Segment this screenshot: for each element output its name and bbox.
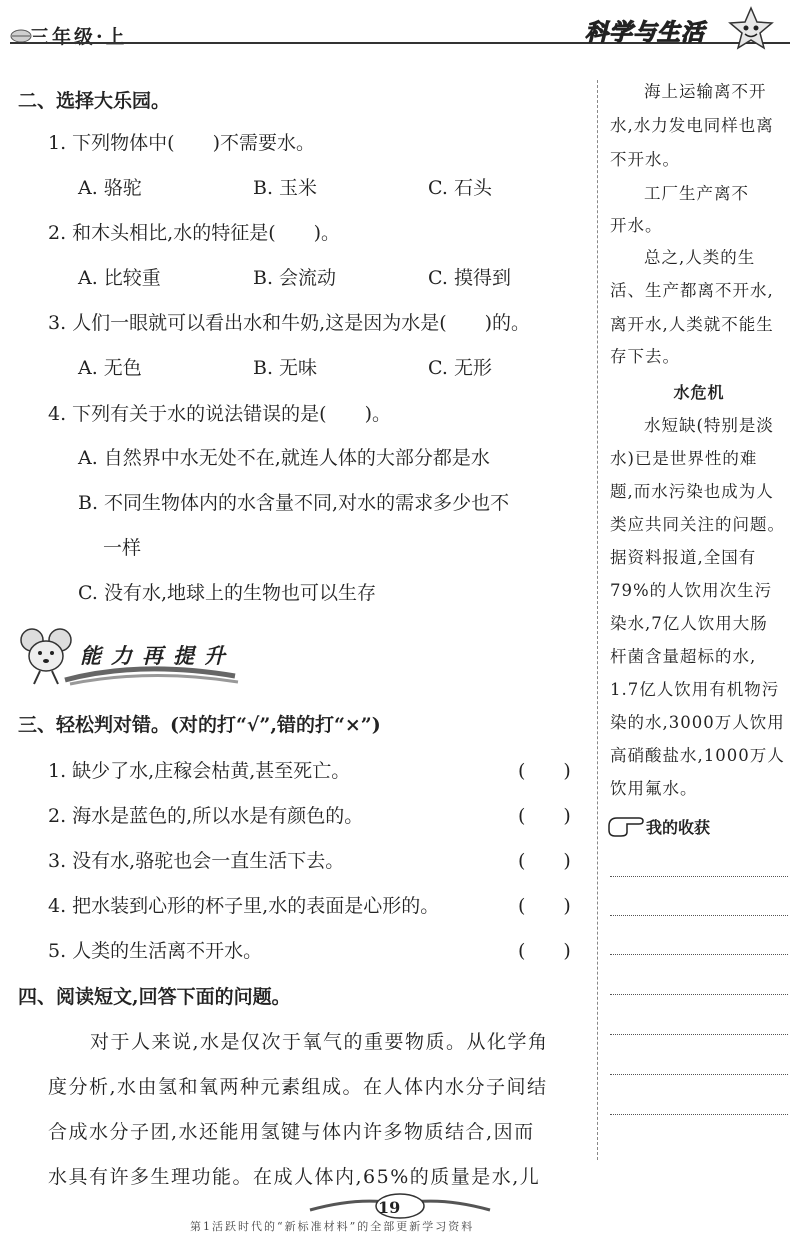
- judge-answer-1[interactable]: ( ): [518, 760, 571, 782]
- sidebar-para-d-5: 据资料报道,全国有: [610, 548, 757, 567]
- question-1-option-b[interactable]: B. 玉米: [253, 177, 318, 199]
- grade-label: 三年级·上: [30, 26, 128, 48]
- question-3-option-a[interactable]: A. 无色: [78, 357, 142, 379]
- judge-item-2: 2. 海水是蓝色的,所以水是有颜色的。: [48, 805, 364, 827]
- judge-answer-2[interactable]: ( ): [518, 805, 571, 827]
- question-4-option-b[interactable]: B. 不同生物体内的水含量不同,对水的需求多少也不: [78, 492, 510, 514]
- passage-line-2: 度分析,水由氢和氧两种元素组成。在人体内水分子间结: [48, 1076, 548, 1098]
- sidebar-divider: [597, 80, 598, 1160]
- harvest-line-1[interactable]: [610, 876, 788, 877]
- judge-answer-3[interactable]: ( ): [518, 850, 571, 872]
- harvest-line-2[interactable]: [610, 915, 788, 916]
- passage-line-3: 合成水分子团,水还能用氢键与体内许多物质结合,因而: [48, 1121, 535, 1143]
- sidebar-para-a-1: 海上运输离不开: [644, 82, 767, 101]
- question-3-option-c[interactable]: C. 无形: [428, 357, 492, 379]
- series-title: 科学与生活: [585, 19, 705, 46]
- banner-title: 能力再提升: [80, 643, 235, 668]
- crisis-title: 水危机: [673, 383, 725, 402]
- passage-line-4: 水具有许多生理功能。在成人体内,65%的质量是水,儿: [48, 1166, 541, 1188]
- judge-answer-4[interactable]: ( ): [518, 895, 571, 917]
- judge-item-4: 4. 把水装到心形的杯子里,水的表面是心形的。: [48, 895, 440, 917]
- sidebar-para-d-6: 79%的人饮用次生污: [610, 581, 773, 600]
- footer-note: 第1活跃时代的“新标准材料”的全部更新学习资料: [190, 1220, 475, 1233]
- section2-title: 二、选择大乐园。: [18, 90, 171, 112]
- question-2-option-b[interactable]: B. 会流动: [253, 267, 337, 289]
- harvest-line-3[interactable]: [610, 954, 788, 955]
- harvest-line-6[interactable]: [610, 1074, 788, 1075]
- question-4-option-c[interactable]: C. 没有水,地球上的生物也可以生存: [78, 582, 376, 604]
- sidebar-para-a-2: 水,水力发电同样也离: [610, 116, 774, 135]
- pointing-hand-icon: [607, 812, 645, 838]
- harvest-label: 我的收获: [646, 818, 711, 837]
- question-2-option-a[interactable]: A. 比较重: [78, 267, 161, 289]
- sidebar-para-d-7: 染水,7亿人饮用大肠: [610, 614, 768, 633]
- sidebar-para-d-10: 染的水,3000万人饮用: [610, 713, 785, 732]
- sidebar-para-d-2: 水)已是世界性的难: [610, 449, 758, 468]
- sidebar-para-c-4: 存下去。: [610, 347, 680, 366]
- sidebar-para-d-8: 杆菌含量超标的水,: [610, 647, 757, 666]
- question-4-option-a[interactable]: A. 自然界中水无处不在,就连人体的大部分都是水: [78, 447, 490, 469]
- harvest-line-7[interactable]: [610, 1114, 788, 1115]
- page-number: 19: [378, 1198, 401, 1217]
- sidebar-para-d-12: 饮用氟水。: [610, 779, 698, 798]
- judge-item-1: 1. 缺少了水,庄稼会枯黄,甚至死亡。: [48, 760, 351, 782]
- sidebar-para-d-3: 题,而水污染也成为人: [610, 482, 774, 501]
- harvest-line-4[interactable]: [610, 994, 788, 995]
- sidebar-para-d-11: 高硝酸盐水,1000万人: [610, 746, 785, 765]
- judge-item-5: 5. 人类的生活离不开水。: [48, 940, 263, 962]
- sidebar-para-b-1: 工厂生产离不: [644, 184, 749, 203]
- sidebar-para-c-1: 总之,人类的生: [644, 248, 756, 267]
- sidebar-para-b-2: 开水。: [610, 216, 663, 235]
- question-1-option-a[interactable]: A. 骆驼: [78, 177, 142, 199]
- star-mascot-icon: [728, 6, 774, 52]
- sidebar-para-c-3: 离开水,人类就不能生: [610, 315, 774, 334]
- section3-title: 三、轻松判对错。(对的打“√”,错的打“×”): [18, 714, 381, 736]
- judge-item-3: 3. 没有水,骆驼也会一直生活下去。: [48, 850, 345, 872]
- sidebar-para-a-3: 不开水。: [610, 150, 680, 169]
- sidebar-para-d-9: 1.7亿人饮用有机物污: [610, 680, 780, 699]
- question-4-stem: 4. 下列有关于水的说法错误的是( )。: [48, 403, 391, 425]
- judge-answer-5[interactable]: ( ): [518, 940, 571, 962]
- passage-line-1: 对于人来说,水是仅次于氧气的重要物质。从化学角: [90, 1031, 549, 1053]
- question-1-stem: 1. 下列物体中( )不需要水。: [48, 132, 315, 154]
- section4-title: 四、阅读短文,回答下面的问题。: [18, 986, 291, 1008]
- question-2-stem: 2. 和木头相比,水的特征是( )。: [48, 222, 341, 244]
- sidebar-para-d-1: 水短缺(特别是淡: [644, 416, 774, 435]
- question-3-option-b[interactable]: B. 无味: [253, 357, 318, 379]
- question-4-option-b-cont: 一样: [103, 537, 142, 559]
- question-3-stem: 3. 人们一眼就可以看出水和牛奶,这是因为水是( )的。: [48, 312, 531, 334]
- question-2-option-c[interactable]: C. 摸得到: [428, 267, 511, 289]
- harvest-line-5[interactable]: [610, 1034, 788, 1035]
- question-1-option-c[interactable]: C. 石头: [428, 177, 492, 199]
- sidebar-para-c-2: 活、生产都离不开水,: [610, 281, 774, 300]
- sidebar-para-d-4: 类应共同关注的问题。: [610, 515, 785, 534]
